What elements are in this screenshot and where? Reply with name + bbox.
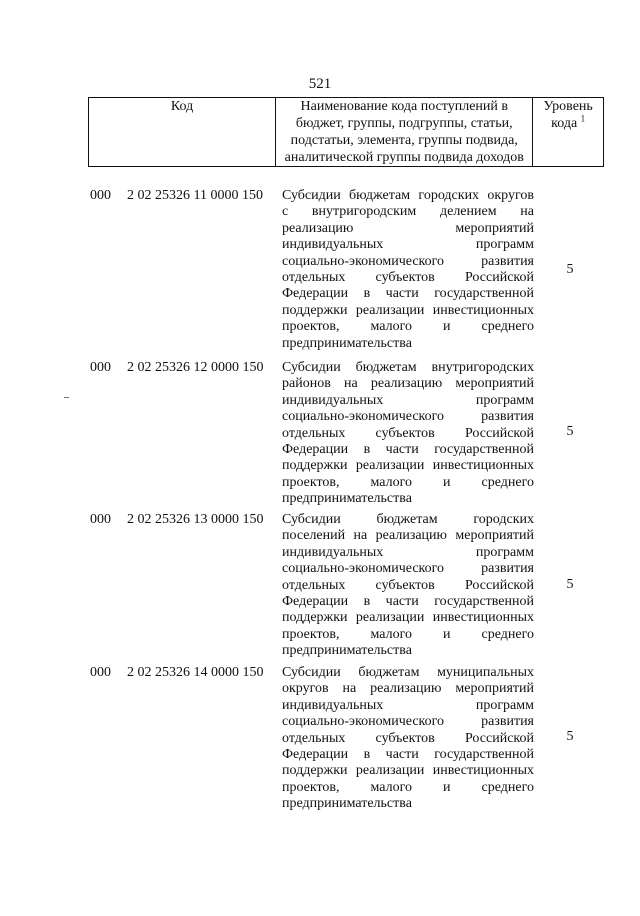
description-line: отдельных субъектов Российской [282,730,534,746]
description-line: Субсидии бюджетам городских [282,512,534,527]
code-level: 5 [566,577,574,592]
description-line: социально-экономического развития [282,253,534,269]
description-line: проектов, малого и среднего [282,626,534,642]
description-line: реализацию мероприятий [282,220,534,236]
description-line: Федерации в части государственной [282,286,534,302]
description-line: поддержки реализации инвестиционных [282,763,534,779]
revenue-code: 2 02 25326 13 0000 150 [127,512,264,527]
header-code-label: Код [170,99,194,114]
description-line: Субсидии бюджетам муниципальных [282,665,534,680]
description-line: Федерации в части государственной [282,593,534,609]
code-level: 5 [566,262,574,277]
header-level-line2: кода [551,116,578,131]
header-level-line1: Уровень [543,99,593,114]
description-line: предпринимательства [282,643,412,659]
description-line: социально-экономического развития [282,714,534,730]
scan-artifact [64,397,69,398]
code-level: 5 [566,424,574,439]
page-number: 521 [308,76,332,92]
header-name-line: подстатьи, элемента, группы подвида, [290,133,518,148]
description-line: отдельных субъектов Российской [282,577,534,593]
table-header [88,97,604,167]
description-line: Субсидии бюджетам городских округов [282,188,534,203]
header-name-cell [276,98,533,167]
revenue-description [282,360,534,508]
description-line: отдельных субъектов Российской [282,425,534,441]
revenue-description [282,188,534,352]
description-line: Субсидии бюджетам внутригородских [282,360,534,375]
description-line: социально-экономического развития [282,561,534,577]
header-name-line: бюджет, группы, подгруппы, статьи, [295,116,513,131]
description-line: индивидуальных программ [282,544,534,560]
header-level-footnote: 1 [580,113,586,124]
header-name-line: аналитической группы подвида доходов [284,150,524,165]
description-line: поддержки реализации инвестиционных [282,458,534,474]
description-line: предпринимательства [282,491,412,507]
description-line: поселений на реализацию мероприятий [282,528,534,544]
header-level-cell [533,98,604,167]
revenue-code: 2 02 25326 11 0000 150 [127,188,263,203]
revenue-description [282,512,534,660]
revenue-code: 2 02 25326 14 0000 150 [127,665,264,680]
description-line: предпринимательства [282,796,412,812]
description-line: индивидуальных программ [282,392,534,408]
description-line: поддержки реализации инвестиционных [282,610,534,626]
revenue-description [282,665,534,813]
agency-code: 000 [90,360,111,375]
agency-code: 000 [90,188,111,203]
revenue-code: 2 02 25326 12 0000 150 [127,360,264,375]
code-level: 5 [566,729,574,744]
description-line: проектов, малого и среднего [282,779,534,795]
description-line: Федерации в части государственной [282,441,534,457]
header-name-line: Наименование кода поступлений в [300,99,509,114]
description-line: Федерации в части государственной [282,746,534,762]
description-line: проектов, малого и среднего [282,474,534,490]
description-line: округов на реализацию мероприятий [282,681,534,697]
description-line: индивидуальных программ [282,697,534,713]
description-line: отдельных субъектов Российской [282,269,534,285]
description-line: предпринимательства [282,335,412,351]
description-line: социально-экономического развития [282,409,534,425]
agency-code: 000 [90,512,111,527]
header-code-cell [89,98,276,167]
description-line: с внутригородским делением на [282,204,534,220]
description-line: проектов, малого и среднего [282,319,534,335]
description-line: поддержки реализации инвестиционных [282,302,534,318]
description-line: индивидуальных программ [282,237,534,253]
agency-code: 000 [90,665,111,680]
description-line: районов на реализацию мероприятий [282,376,534,392]
